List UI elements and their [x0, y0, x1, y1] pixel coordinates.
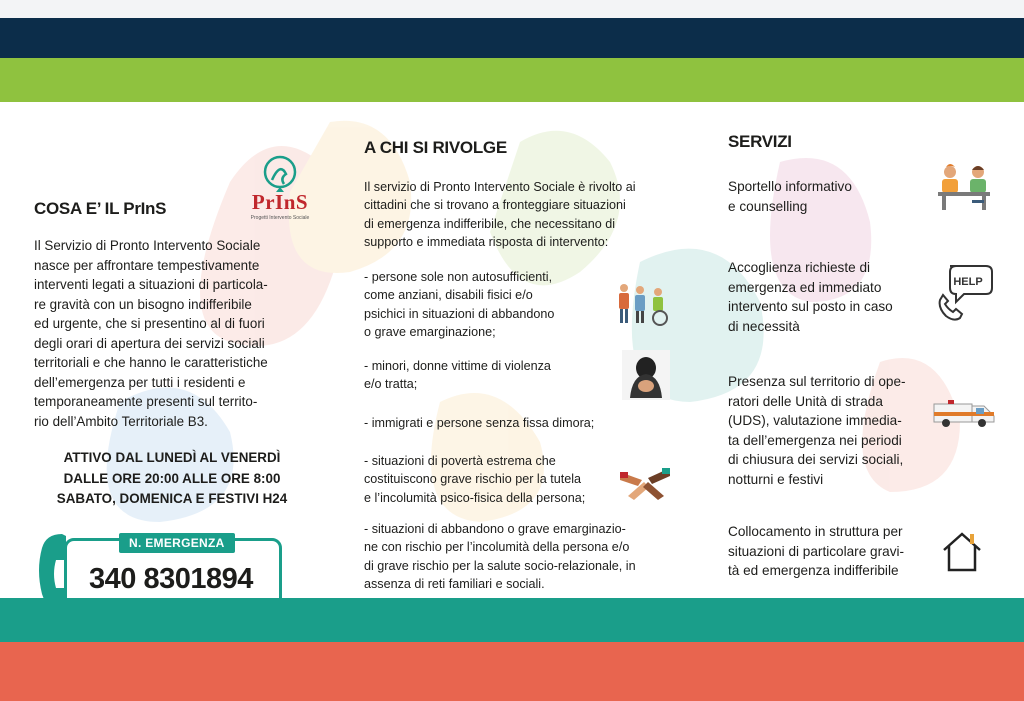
joined-hands-icon: [618, 458, 672, 500]
body-line: rio dell’Ambito Territoriale B3.: [34, 413, 208, 429]
body-line: territoriali e che hanno le caratteristiche: [34, 355, 268, 370]
body-line: re gravità con un bisogno indifferibile: [34, 296, 252, 312]
header-band-lime: [0, 58, 1024, 102]
item-line: - situazioni di abbandono o grave emarginazio-: [364, 522, 626, 536]
service-line: emergenza ed immediato: [728, 279, 882, 295]
item-line: assenza di reti familiari e sociali.: [364, 577, 545, 592]
opening-hours: [34, 448, 310, 510]
body-line: temporaneamente presenti sul territo-: [34, 394, 258, 409]
service-line: tà ed emergenza indifferibile: [728, 563, 899, 579]
body-line: dell’emergenza per tutti i residenti e: [34, 374, 246, 390]
service-line: (UDS), valutazione immedia-: [728, 413, 902, 429]
service-line: notturni e festivi: [728, 471, 824, 487]
service-line: e counselling: [728, 198, 808, 214]
services-heading: SERVIZI: [728, 132, 792, 151]
target-item: [364, 520, 670, 594]
item-line: e l’incolumità psico-fisica della persona;: [364, 490, 586, 505]
service-item: [728, 522, 924, 581]
target-item: [364, 268, 604, 342]
item-line: - minori, donne vittime di violenza: [364, 359, 551, 373]
service-item: [728, 177, 918, 216]
counselling-desk-icon: [936, 162, 992, 216]
item-line: o grave emarginazione;: [364, 325, 496, 340]
body-line: Il Servizio di Pronto Intervento Sociale: [34, 238, 261, 253]
service-line: Accoglienza richieste di: [728, 260, 871, 275]
footer-band-coral: [0, 642, 1024, 701]
what-is-body: [34, 236, 310, 431]
intro-line: supporto e immediata risposta di intervento:: [364, 235, 609, 250]
what-is-heading: COSA E’ IL PrInS: [34, 199, 167, 218]
prins-logo-icon: [240, 152, 320, 192]
service-line: intervento sul posto in caso: [728, 299, 893, 315]
service-item: [728, 258, 922, 336]
target-item: [364, 452, 614, 507]
ambulance-icon: [932, 396, 996, 428]
body-line: ed urgente, che si presentino al di fuori: [34, 316, 265, 331]
body-line: nasce per affrontare tempestivamente: [34, 257, 260, 273]
body-line: degli orari di apertura dei servizi sociali: [34, 335, 265, 351]
victim-icon: [622, 350, 670, 400]
item-line: come anziani, disabili fisici e/o: [364, 288, 533, 303]
item-line: costituiscono grave rischio per la tutela: [364, 472, 582, 487]
house-icon: [942, 530, 982, 572]
service-line: Sportello informativo: [728, 179, 852, 194]
elderly-care-icon: [614, 282, 674, 326]
service-item: [728, 372, 924, 490]
item-line: - situazioni di povertà estrema che: [364, 454, 556, 468]
intro-line: cittadini che si trovano a fronteggiare situazioni: [364, 198, 626, 213]
who-for-intro: [364, 178, 670, 252]
service-line: Collocamento in struttura per: [728, 524, 903, 539]
service-line: ratori delle Unità di strada: [728, 393, 883, 409]
header-band-navy: [0, 18, 1024, 58]
hours-line: SABATO, DOMENICA E FESTIVI H24: [56, 491, 288, 506]
service-line: di chiusura dei servizi sociali,: [728, 452, 904, 468]
emergency-label: N. EMERGENZA: [119, 533, 235, 553]
item-line: ne con rischio per l’incolumità della persona e/o: [364, 540, 630, 555]
item-line: psichici in situazioni di abbandono: [364, 306, 555, 321]
prins-logo: [240, 152, 320, 226]
target-item: [364, 414, 670, 432]
help-phone-icon: [936, 260, 994, 322]
body-line: interventi legati a situazioni di particola-: [34, 277, 268, 292]
service-line: di necessità: [728, 318, 800, 334]
hours-line: ATTIVO DAL LUNEDÌ AL VENERDÌ: [63, 450, 281, 465]
item-line: di grave rischio per la salute socio-relazionale, in: [364, 558, 636, 573]
help-text: HELP: [953, 276, 983, 288]
logo-subtitle: Progetti Intervento Sociale: [250, 215, 310, 221]
intro-line: di emergenza indifferibile, che necessitano di: [364, 216, 616, 231]
footer-band-teal: [0, 598, 1024, 642]
service-line: situazioni di particolare gravi-: [728, 543, 905, 559]
emergency-number[interactable]: 340 8301894: [89, 563, 253, 595]
logo-wordmark: PrInS: [251, 190, 309, 214]
hours-line: DALLE ORE 20:00 ALLE ORE 8:00: [63, 470, 281, 486]
service-line: Presenza sul territorio di ope-: [728, 374, 906, 389]
item-line: - persone sole non autosufficienti,: [364, 270, 553, 284]
who-for-heading: A CHI SI RIVOLGE: [364, 138, 507, 157]
item-line: e/o tratta;: [364, 377, 418, 392]
intro-line: Il servizio di Pronto Intervento Sociale è rivolto ai: [364, 180, 636, 194]
item-line: - immigrati e persone senza fissa dimora;: [364, 416, 595, 430]
top-strip: [0, 0, 1024, 18]
target-item: [364, 357, 604, 394]
service-line: ta dell’emergenza nei periodi: [728, 432, 902, 448]
